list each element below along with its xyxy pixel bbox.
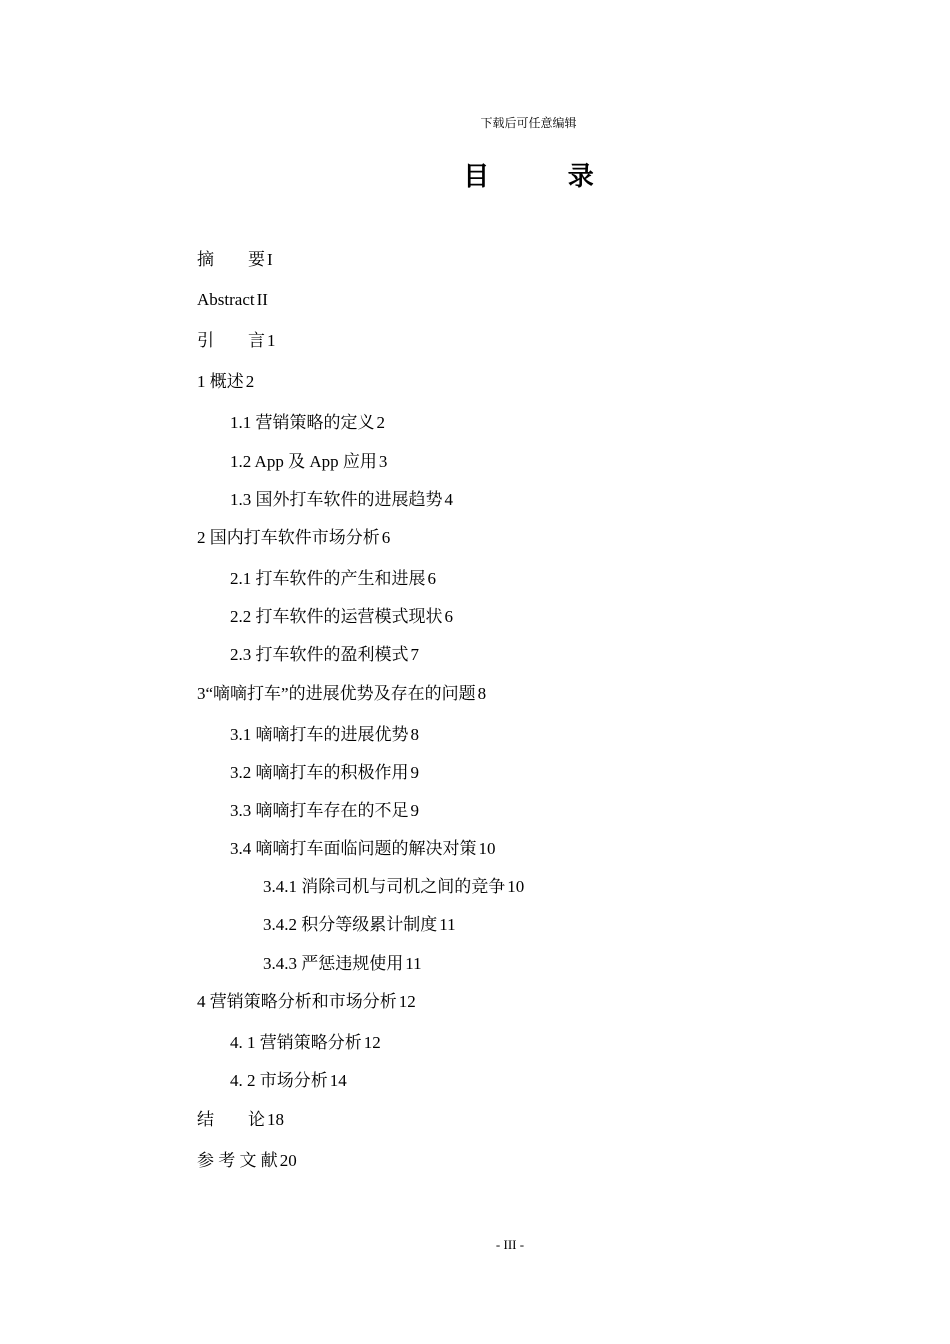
toc-entry-title: 参 考 文 献 — [197, 1151, 278, 1170]
toc-entry-page: 2 — [245, 372, 255, 391]
toc-entry-title: 3.1 嘀嘀打车的进展优势 — [230, 725, 409, 744]
toc-entry-title: 3“嘀嘀打车”的进展优势及存在的问题 — [197, 684, 476, 703]
toc-entry-title: 2 国内打车软件市场分析 — [197, 528, 380, 547]
page-number: - III - — [495, 1237, 525, 1252]
toc-entry-title: 1 概述 — [197, 372, 244, 391]
toc-entry-page: I — [267, 250, 273, 269]
toc-entry-page: II — [256, 290, 268, 309]
toc-entry-page: 4 — [444, 490, 453, 509]
toc-entry-title: 2.1 打车软件的产生和进展 — [230, 569, 426, 588]
toc-entry-page: 7 — [410, 645, 419, 664]
toc-entry-title: 4. 2 市场分析 — [230, 1071, 328, 1090]
toc-entry-title: Abstract — [197, 290, 255, 309]
toc-entry-title: 1.1 营销策略的定义 — [230, 413, 375, 432]
toc-entry-page: 9 — [410, 801, 419, 820]
toc-entry-page: 9 — [410, 763, 419, 782]
toc-entry-page: 6 — [444, 607, 453, 626]
toc-entry-title: 4 营销策略分析和市场分析 — [197, 992, 397, 1011]
toc-entry-page: 3 — [378, 452, 388, 471]
toc-entry-title: 2.2 打车软件的运营模式现状 — [230, 607, 443, 626]
toc-entry-page: 1 — [267, 331, 276, 350]
toc-entry-page: 8 — [477, 684, 487, 703]
toc-entry-title: 3.3 嘀嘀打车存在的不足 — [230, 801, 409, 820]
toc-entry-title: 1.2 App 及 App 应用 — [230, 452, 377, 471]
toc-entry-title: 4. 1 营销策略分析 — [230, 1033, 362, 1052]
toc-entry-page: 20 — [279, 1151, 297, 1170]
toc-entry-title: 摘 要 — [197, 250, 265, 269]
toc-entry-page: 6 — [381, 528, 391, 547]
toc-entry-page: 2 — [376, 413, 385, 432]
page-title: 目 录 — [463, 162, 630, 191]
toc-entry-title: 3.4.2 积分等级累计制度 — [263, 915, 438, 934]
toc-entry-page: 8 — [410, 725, 419, 744]
toc-entry-title: 结 论 — [197, 1110, 265, 1129]
toc-entry-page: 10 — [507, 877, 525, 896]
header-note: 下载后可任意编辑 — [480, 116, 577, 130]
toc-entry-page: 12 — [363, 1033, 381, 1052]
toc-entry-title: 1.3 国外打车软件的进展趋势 — [230, 490, 443, 509]
toc-entry-page: 10 — [478, 839, 496, 858]
toc-entry-page: 6 — [427, 569, 436, 588]
toc-entry-title: 3.2 嘀嘀打车的积极作用 — [230, 763, 409, 782]
toc-entry-title: 3.4.1 消除司机与司机之间的竞争 — [263, 877, 506, 896]
toc-entry-title: 3.4.3 严惩违规使用 — [263, 954, 404, 973]
toc-entry-title: 引 言 — [197, 331, 265, 350]
toc-entry-page: 12 — [398, 992, 416, 1011]
toc-entry-title: 2.3 打车软件的盈利模式 — [230, 645, 409, 664]
toc-entry-page: 14 — [329, 1071, 347, 1090]
toc-entry-page: 11 — [439, 915, 456, 934]
toc-entry-page: 11 — [405, 954, 422, 973]
toc-entry-title: 3.4 嘀嘀打车面临问题的解决对策 — [230, 839, 477, 858]
toc-entry-page: 18 — [267, 1110, 284, 1129]
